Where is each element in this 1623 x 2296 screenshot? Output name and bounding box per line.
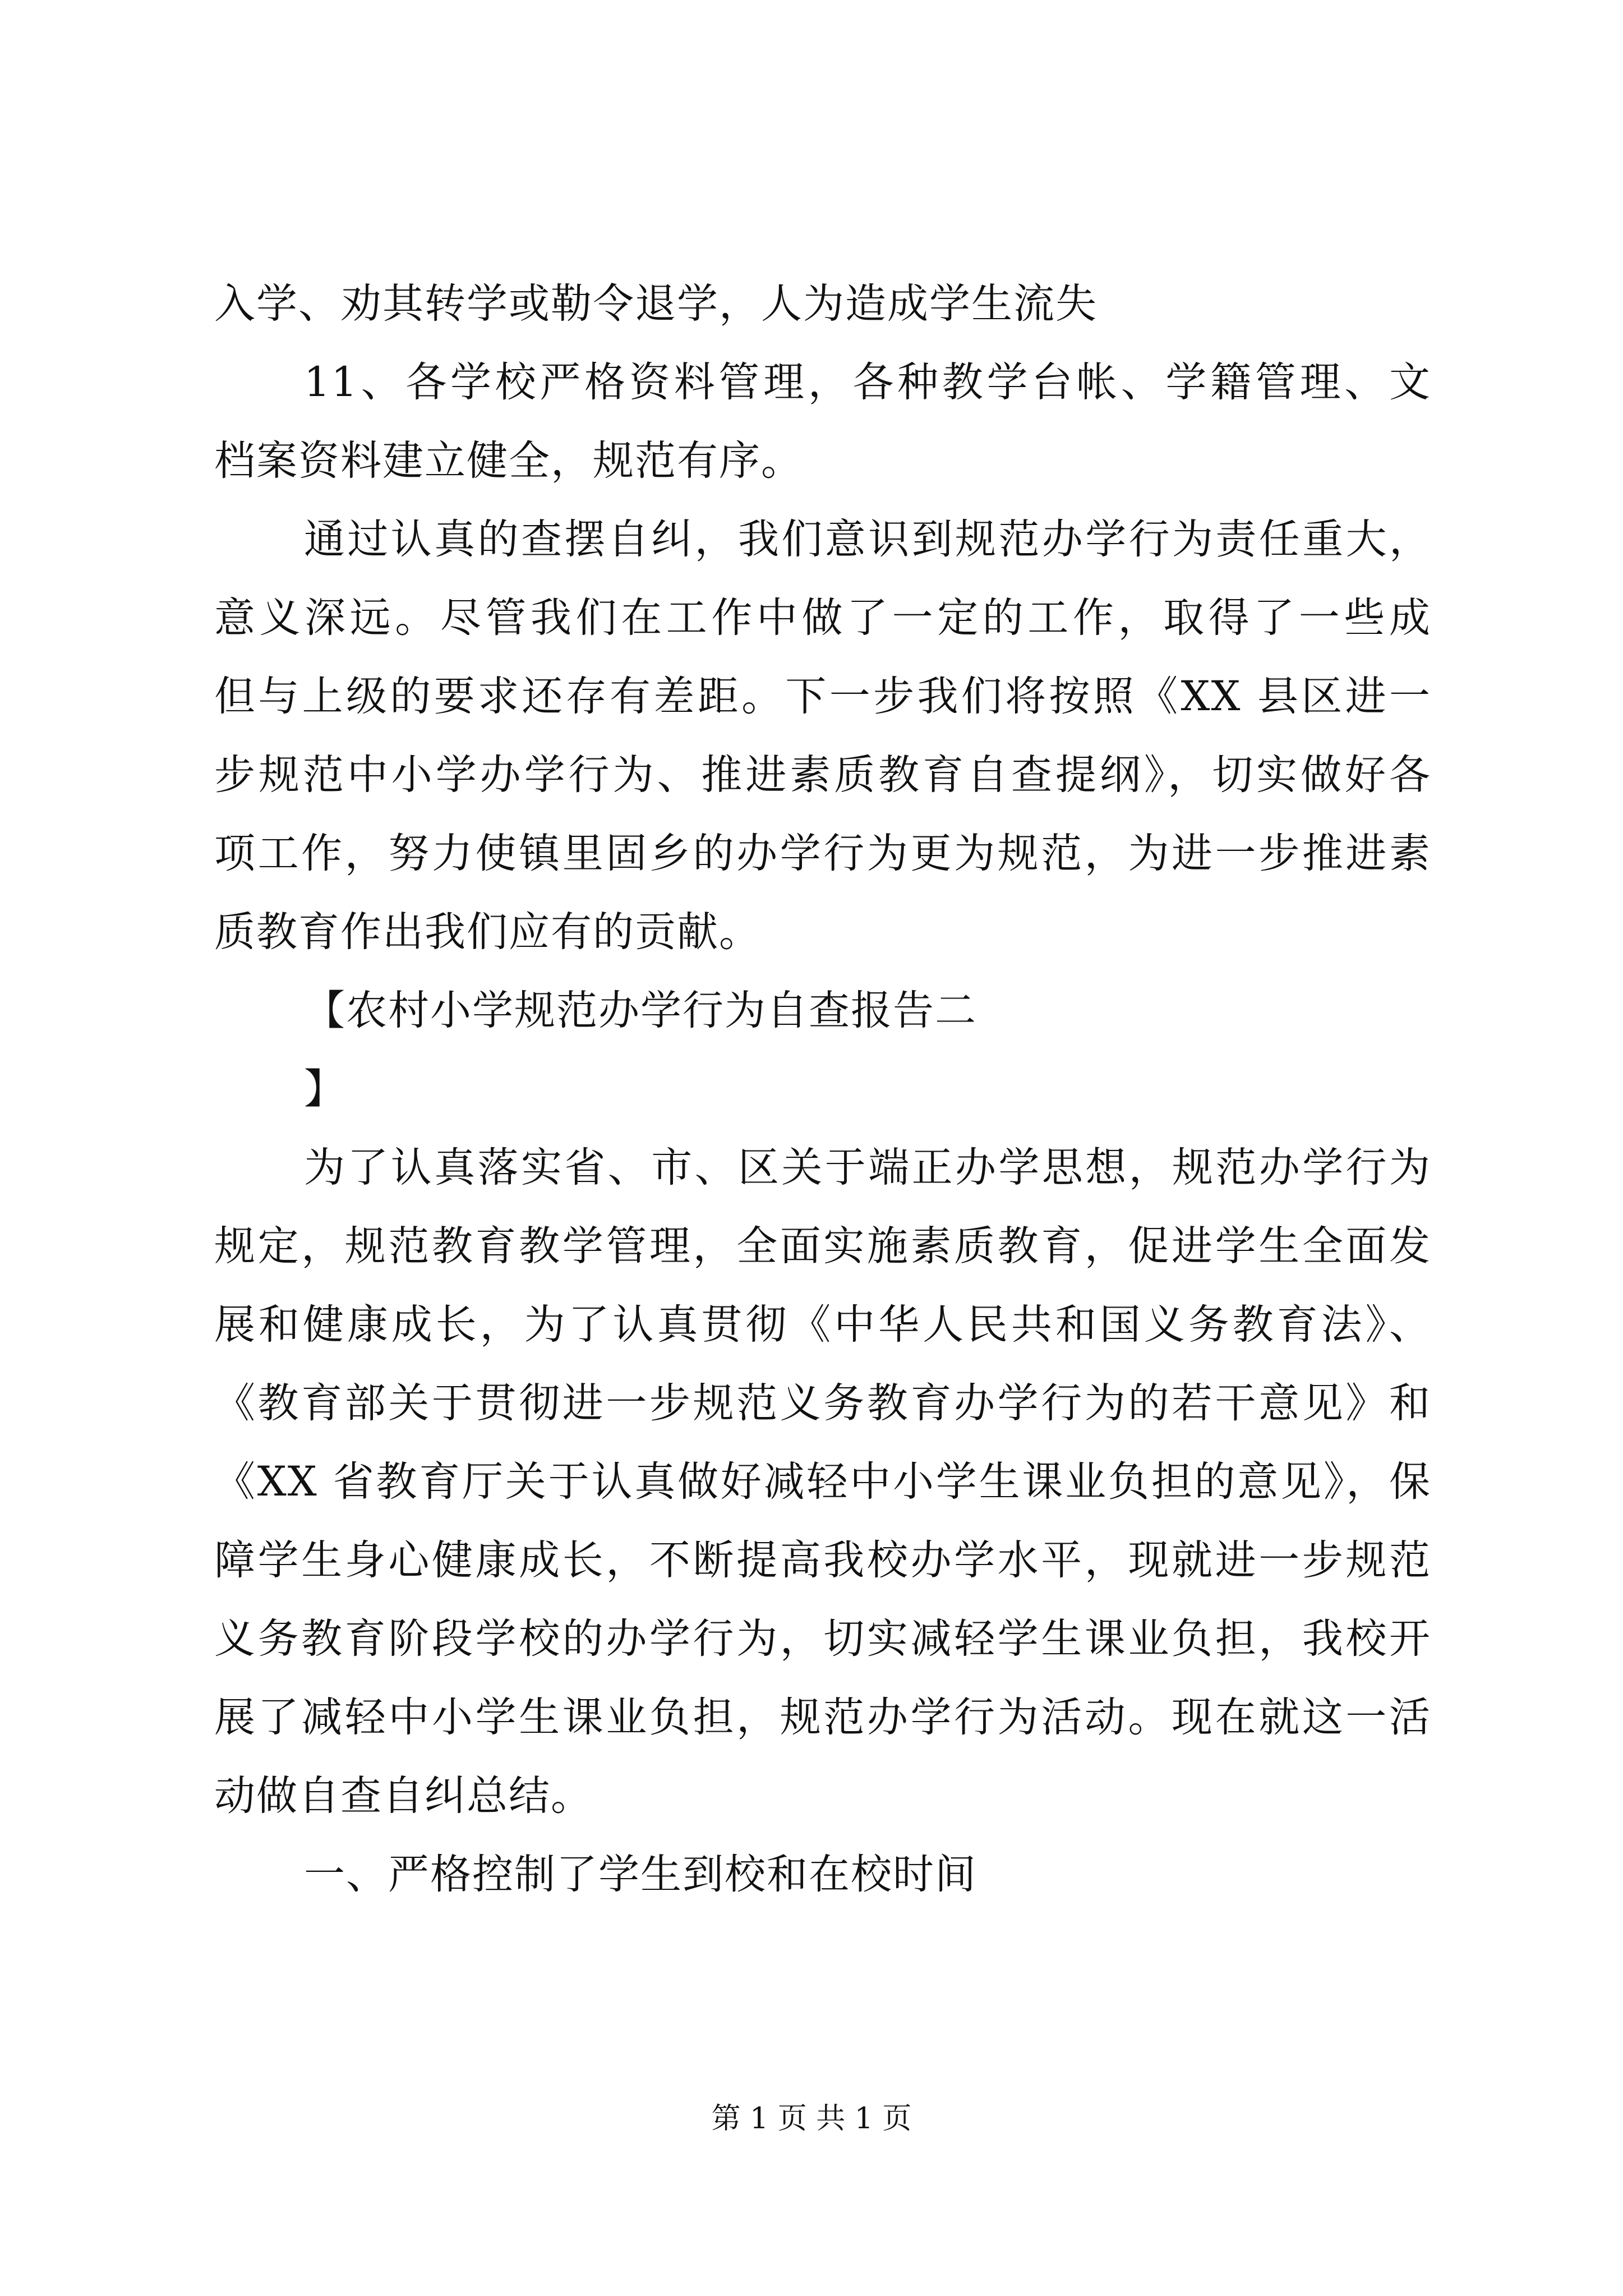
text-line: 《教育部关于贯彻进一步规范义务教育办学行为的若干意见》和 (214, 1379, 1431, 1427)
text-line: 义务教育阶段学校的办学行为，切实减轻学生课业负担，我校开 (214, 1615, 1431, 1663)
text-line: 但与上级的要求还存有差距。下一步我们将按照《XX 县区进一 (214, 673, 1431, 720)
section-heading: 一、严格控制了学生到校和在校时间 (304, 1851, 977, 1898)
text-line: 展和健康成长，为了认真贯彻《中华人民共和国义务教育法》、 (214, 1301, 1431, 1349)
text-line: 为了认真落实省、市、区关于端正办学思想，规范办学行为 (304, 1144, 1431, 1191)
text-line: 档案资料建立健全，规范有序。 (214, 437, 803, 485)
text-line: 项工作，努力使镇里固乡的办学行为更为规范，为进一步推进素 (214, 830, 1431, 877)
text-line: 动做自查自纠总结。 (214, 1772, 593, 1820)
text-line: 《XX 省教育厅关于认真做好减轻中小学生课业负担的意见》，保 (214, 1458, 1431, 1506)
text-line: 意义深远。尽管我们在工作中做了一定的工作，取得了一些成 (214, 594, 1431, 642)
page-number: 第 1 页 共 1 页 (711, 2102, 912, 2136)
text-line: 步规范中小学办学行为、推进素质教育自查提纲》，切实做好各 (214, 751, 1431, 799)
text-line: 11、各学校严格资料管理，各种教学台帐、学籍管理、文 (304, 358, 1431, 406)
text-line: 展了减轻中小学生课业负担，规范办学行为活动。现在就这一活 (214, 1694, 1431, 1741)
text-line: 入学、劝其转学或勒令退学，人为造成学生流失 (214, 280, 1098, 328)
text-line: 规定，规范教育教学管理，全面实施素质教育，促进学生全面发 (214, 1222, 1431, 1270)
section-heading: 【农村小学规范办学行为自查报告二 (304, 987, 977, 1034)
section-heading: 】 (304, 1065, 346, 1113)
text-line: 障学生身心健康成长，不断提高我校办学水平，现就进一步规范 (214, 1536, 1431, 1584)
text-line: 质教育作出我们应有的贡献。 (214, 908, 761, 956)
text-line: 通过认真的查摆自纠，我们意识到规范办学行为责任重大， (304, 516, 1431, 563)
document-body (214, 265, 1431, 1914)
